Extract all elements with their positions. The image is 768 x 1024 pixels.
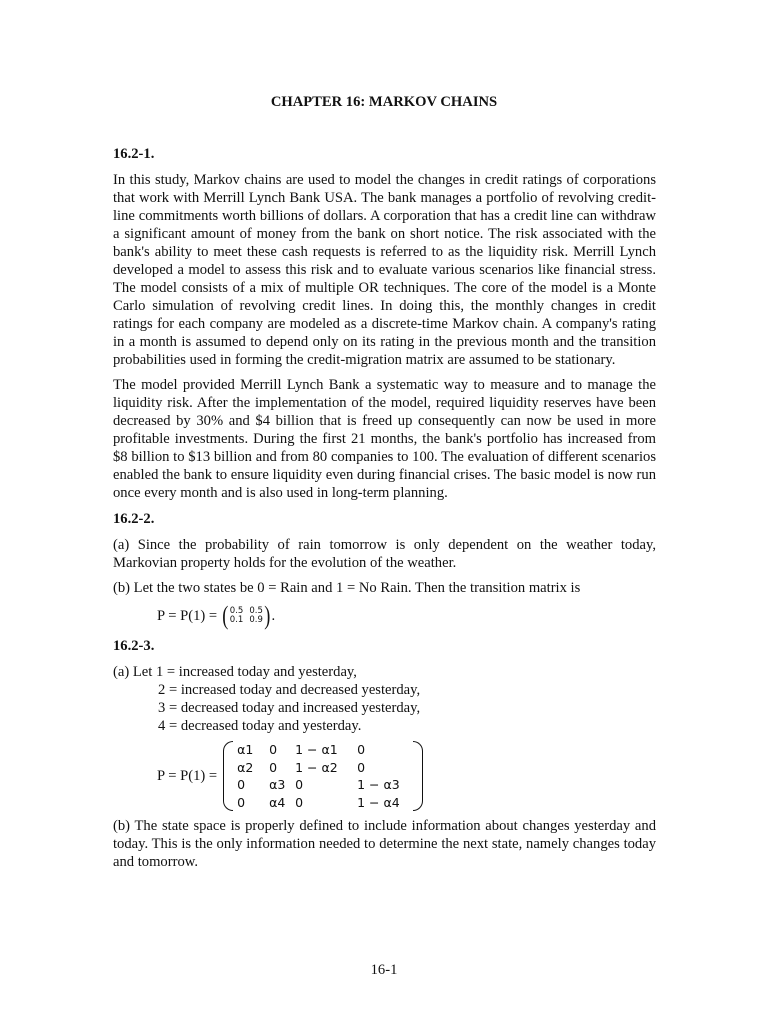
state-definition: 4 = decreased today and yesterday. [158, 718, 362, 734]
matrix-4x4 [223, 741, 423, 811]
matrix-cell: 0 [295, 777, 304, 792]
matrix-cell: 1 − α3 [357, 777, 400, 792]
page-number: 16-1 [370, 962, 398, 978]
paragraph-16-2-1-a: In this study, Markov chains are used to model the changes in credit ratings of corporations that work with Merrill Lynch Bank USA. The bank manages a portfolio of revolving credit-line commitments worth billions of dollars. A corporation that has a credit line can withdraw a significant amount of money from the bank on short notice. The risk associated with the bank's ability to meet these cash requests is referred to as the liquidity risk. Merrill Lynch developed a model to assess this risk and to evaluate various scenarios like financial stress. The model consists of a mix of multiple OR techniques. The core of the model is a Monte Carlo simulation of revolving credit lines. In doing this, the monthly changes in credit ratings for each company are modeled as a discrete-time Markov chain. A company's rating in a month is assumed to depend only on its rating in the previous month and the transition probabilities used in forming the credit-migration matrix are assumed to be stationary. [113, 172, 656, 368]
matrix-cell: α3 [269, 777, 286, 792]
state-definitions [113, 663, 656, 735]
equation-lhs: P = P(1) = [157, 608, 218, 624]
state-definition: (a) Let 1 = increased today and yesterday, [113, 664, 357, 680]
transition-equation-2x2 [157, 601, 656, 630]
matrix-cell: 1 − α1 [295, 742, 338, 757]
matrix-cell: 0.9 [249, 615, 263, 625]
matrix-cell: 0.5 [249, 606, 263, 616]
matrix-cell: 0.1 [229, 615, 244, 625]
matrix-cell: α1 [237, 742, 254, 757]
left-paren [223, 741, 233, 811]
matrix-cell: 0 [357, 742, 366, 757]
matrix-2x2-grid [230, 607, 263, 625]
section-heading-16-2-3: 16.2-3. [113, 638, 155, 654]
section-heading-16-2-2: 16.2-2. [113, 511, 155, 527]
chapter-title: CHAPTER 16: MARKOV CHAINS [270, 94, 498, 110]
equation-lhs: P = P(1) = [157, 768, 218, 784]
equation-end: . [271, 608, 276, 624]
paragraph-16-2-2-b: (b) Let the two states be 0 = Rain and 1 = No Rain. Then the transition matrix is [113, 580, 581, 596]
matrix-cell: 0 [295, 794, 304, 810]
section-heading-16-2-1: 16.2-1. [113, 146, 155, 162]
matrix-cell: 0 [357, 759, 366, 775]
paragraph-16-2-1-b: The model provided Merrill Lynch Bank a systematic way to measure and to manage the liquidity risk. After the implementation of the model, required liquidity reserves have been decreased by 30% and $4 billion that is freed up consequently can now be used in more profitable investments. During the first 21 months, the bank's portfolio has increased from $8 billion to $13 billion and from 80 companies to 100. The evaluation of different scenarios enabled the bank to ensure liquidity even during financial crises. The basic model is now run once every month and is also used in long-term planning. [113, 377, 656, 501]
matrix-cell: 0 [269, 742, 278, 757]
matrix-2x2 [221, 601, 271, 630]
matrix-cell: 0 [237, 794, 246, 810]
content [113, 145, 656, 878]
matrix-cell: 1 − α2 [295, 759, 338, 775]
right-paren: ) [264, 601, 271, 630]
matrix-4x4-grid [233, 741, 413, 811]
matrix-cell: 0 [237, 777, 246, 792]
transition-equation-4x4 [157, 741, 656, 811]
matrix-cell: 0 [269, 759, 278, 775]
left-paren: ( [222, 601, 229, 630]
paragraph-16-2-2-a: (a) Since the probability of rain tomorrow is only dependent on the weather today, Markovian property holds for the evolution of the weather. [113, 537, 656, 571]
state-definition: 3 = decreased today and increased yesterday, [158, 700, 421, 716]
paragraph-16-2-3-b: (b) The state space is properly defined to include information about changes yesterday and today. This is the only information needed to determine the next state, namely changes today and tomorrow. [113, 818, 656, 870]
state-definition: 2 = increased today and decreased yesterday, [158, 682, 421, 698]
matrix-cell: 1 − α4 [357, 794, 400, 810]
matrix-cell: α4 [269, 794, 286, 810]
right-paren [413, 741, 423, 811]
matrix-cell: α2 [237, 759, 254, 775]
matrix-cell: 0.5 [229, 606, 244, 616]
